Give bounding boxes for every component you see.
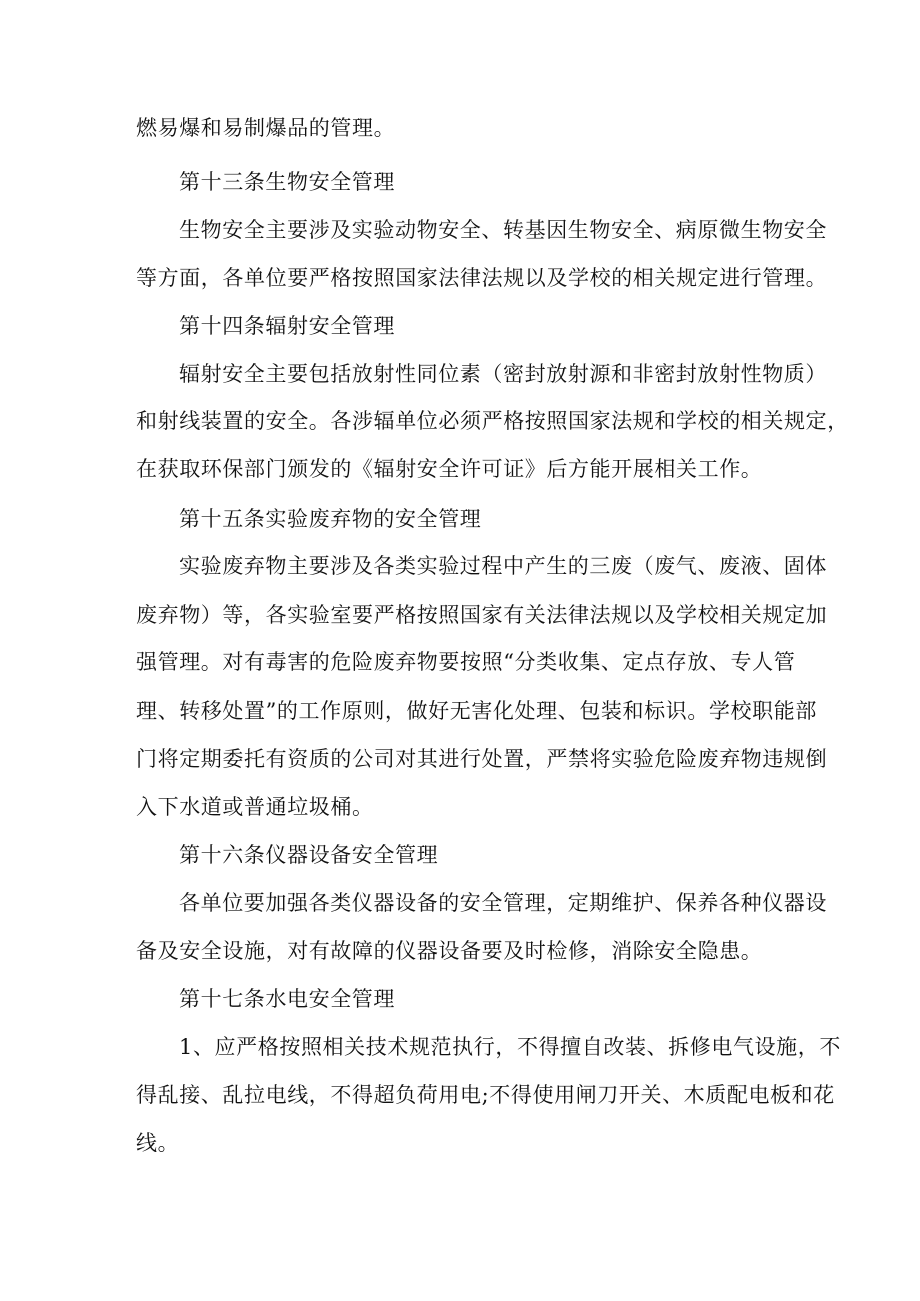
text-line: 辐射安全主要包括放射性同位素（密封放射源和非密封放射性物质） bbox=[179, 362, 827, 386]
section-heading-14: 第十四条辐射安全管理 bbox=[179, 314, 395, 338]
text-line: 生物安全主要涉及实验动物安全、转基因生物安全、病原微生物安全 bbox=[179, 218, 827, 242]
text-line: 等方面，各单位要严格按照国家法律法规以及学校的相关规定进行管理。 bbox=[136, 266, 828, 290]
text-line: 1、应严格按照相关技术规范执行，不得擅自改装、拆修电气设施，不 bbox=[179, 1035, 841, 1059]
text-line: 各单位要加强各类仪器设备的安全管理，定期维护、保养各种仪器设 bbox=[179, 891, 827, 915]
text-line: 燃易爆和易制爆品的管理。 bbox=[136, 116, 396, 140]
text-line: 实验废弃物主要涉及各类实验过程中产生的三废（废气、废液、固体 bbox=[179, 554, 827, 578]
text-line: 入下水道或普通垃圾桶。 bbox=[136, 795, 374, 819]
text-line: 备及安全设施，对有故障的仪器设备要及时检修，消除安全隐患。 bbox=[136, 939, 763, 963]
text-line: 理、转移处置”的工作原则，做好无害化处理、包装和标识。学校职能部 bbox=[136, 699, 817, 723]
section-heading-13: 第十三条生物安全管理 bbox=[179, 170, 395, 194]
text-line: 强管理。对有毒害的危险废弃物要按照“分类收集、定点存放、专人管 bbox=[136, 650, 796, 674]
text-line: 在获取环保部门颁发的《辐射安全许可证》后方能开展相关工作。 bbox=[136, 457, 763, 481]
text-line: 门将定期委托有资质的公司对其进行处置，严禁将实验危险废弃物违规倒 bbox=[136, 747, 828, 771]
section-heading-16: 第十六条仪器设备安全管理 bbox=[179, 843, 439, 867]
text-line: 得乱接、乱拉电线，不得超负荷用电;不得使用闸刀开关、木质配电板和花 bbox=[136, 1083, 835, 1107]
text-line: 线。 bbox=[136, 1131, 180, 1155]
text-line: 和射线装置的安全。各涉辐单位必须严格按照国家法规和学校的相关规定， bbox=[136, 409, 849, 433]
section-heading-17: 第十七条水电安全管理 bbox=[179, 987, 395, 1011]
text-line: 废弃物）等，各实验室要严格按照国家有关法律法规以及学校相关规定加 bbox=[136, 603, 828, 627]
section-heading-15: 第十五条实验废弃物的安全管理 bbox=[179, 507, 482, 531]
